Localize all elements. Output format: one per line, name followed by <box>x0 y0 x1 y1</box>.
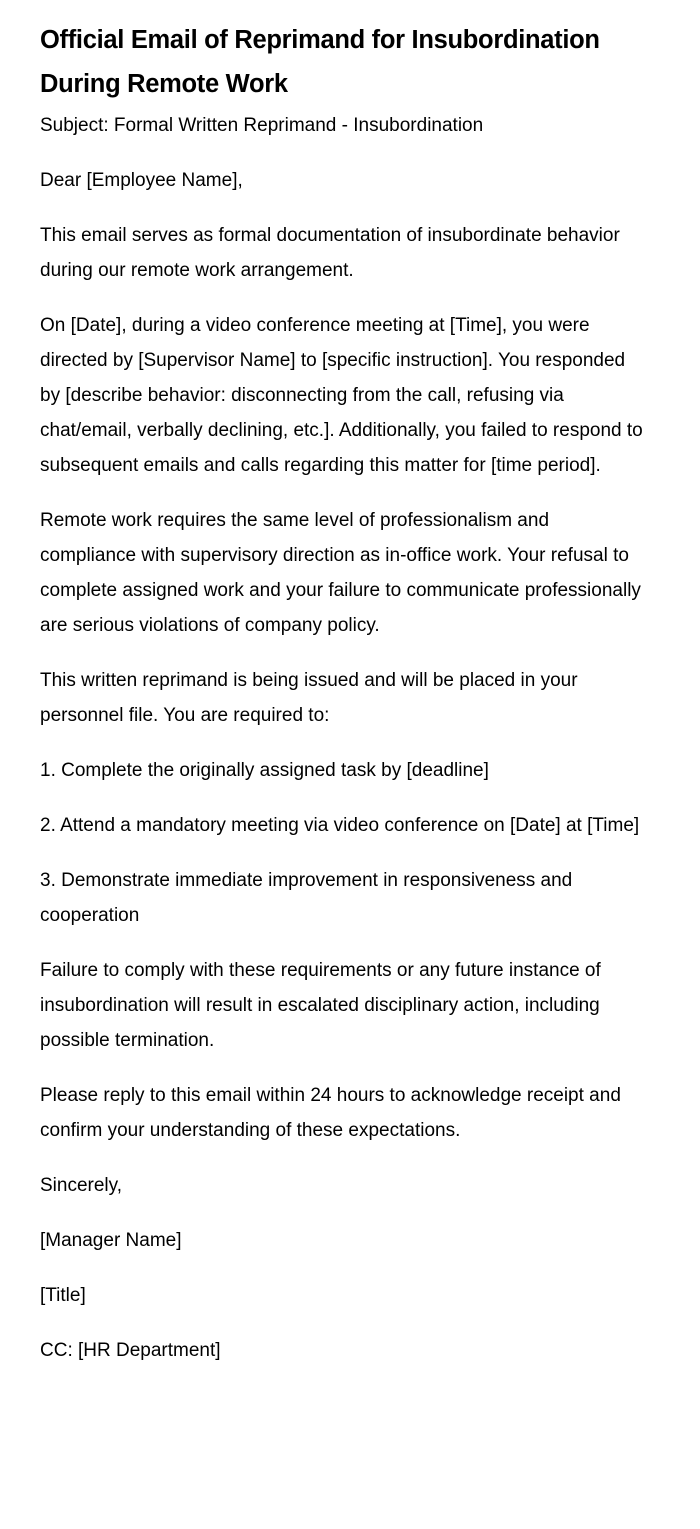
document <box>40 18 650 1388</box>
requirement-item: 2. Attend a mandatory meeting via video conference on [Date] at [Time] <box>40 815 640 836</box>
requirement-item: 3. Demonstrate immediate improvement in responsiveness and cooperation <box>40 870 573 926</box>
document-title: Official Email of Reprimand for Insubordination During Remote Work <box>40 26 600 98</box>
signature-title: [Title] <box>40 1285 86 1306</box>
signature-name: [Manager Name] <box>40 1230 182 1251</box>
intro-paragraph: This email serves as formal documentation of insubordinate behavior during our remote work arrangement. <box>40 225 620 281</box>
subject-line: Subject: Formal Written Reprimand - Insubordination <box>40 115 484 136</box>
reprimand-paragraph: This written reprimand is being issued and will be placed in your personnel file. You are required to: <box>40 670 578 726</box>
policy-paragraph: Remote work requires the same level of professionalism and compliance with supervisory direction as in-office work. Your refusal to complete assigned work and your failure to communicate professionally are serious violations of company policy. <box>40 510 641 636</box>
consequence-paragraph: Failure to comply with these requirements or any future instance of insubordination will result in escalated disciplinary action, including possible termination. <box>40 960 601 1051</box>
requirement-item: 1. Complete the originally assigned task by [deadline] <box>40 760 489 781</box>
acknowledge-paragraph: Please reply to this email within 24 hours to acknowledge receipt and confirm your understanding of these expectations. <box>40 1085 621 1141</box>
incident-paragraph: On [Date], during a video conference meeting at [Time], you were directed by [Supervisor Name] to [specific instruction]. You responded by [describe behavior: disconnecting from the call, refusing via chat/email, verbally declining, etc.]. Additionally, you failed to respond to subsequent emails and calls regarding this matter for [time period]. <box>40 315 643 476</box>
salutation: Dear [Employee Name], <box>40 170 243 191</box>
closing: Sincerely, <box>40 1175 123 1196</box>
cc-line: CC: [HR Department] <box>40 1340 221 1361</box>
